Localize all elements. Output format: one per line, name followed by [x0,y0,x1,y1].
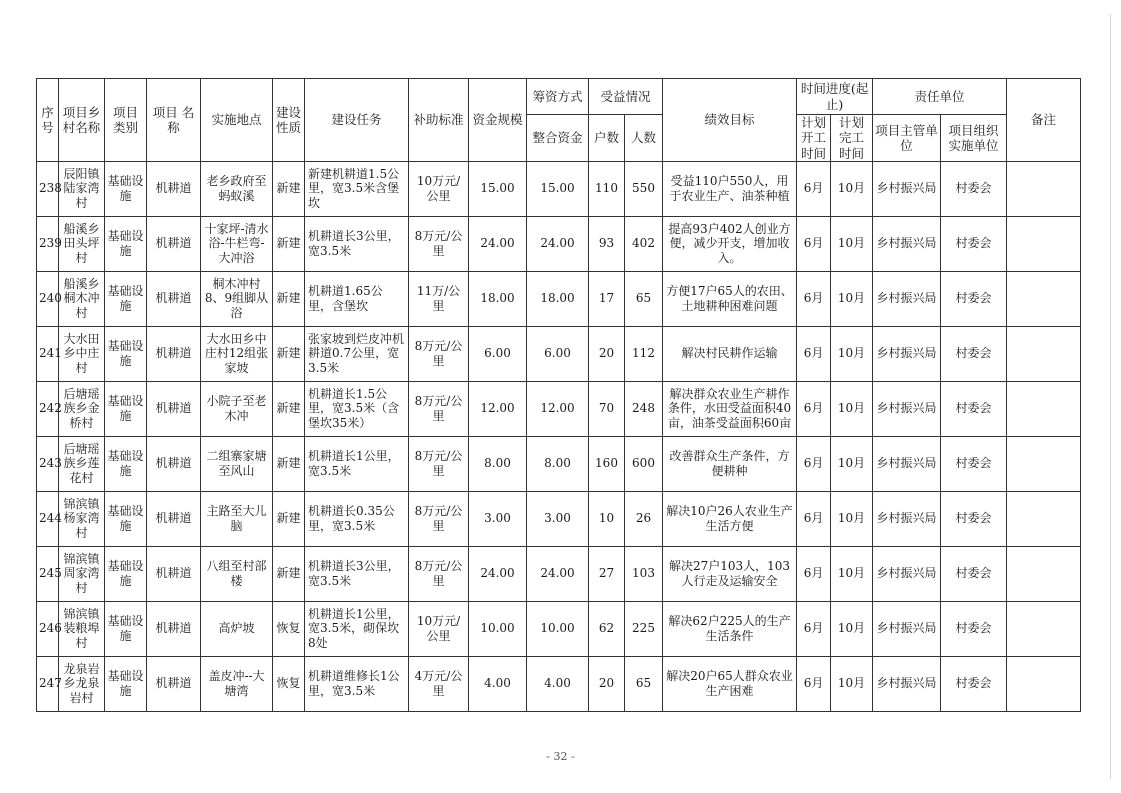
cell-name: 机耕道 [147,271,201,326]
cell-plan-end: 10月 [831,546,873,601]
cell-task: 机耕道长1公里，宽3.5米，砌保坎8处 [305,601,409,656]
cell-village: 辰阳镇陆家湾村 [59,161,105,216]
cell-impl-unit: 村委会 [941,491,1007,546]
cell-lead-unit: 乡村振兴局 [873,216,941,271]
table-row [37,436,1081,491]
table-row [37,601,1081,656]
cell-lead-unit: 乡村振兴局 [873,326,941,381]
cell-funding: 6.00 [527,326,589,381]
cell-impl-unit: 村委会 [941,546,1007,601]
cell-scale: 10.00 [469,601,527,656]
cell-lead-unit: 乡村振兴局 [873,381,941,436]
header-households: 户数 [589,115,625,162]
cell-location: 桐木冲村8、9组脚从浴 [201,271,273,326]
cell-remark [1007,491,1081,546]
cell-plan-start: 6月 [797,601,831,656]
cell-village: 锦滨镇杨家湾村 [59,491,105,546]
cell-funding: 24.00 [527,216,589,271]
header-people: 人数 [625,115,663,162]
cell-name: 机耕道 [147,546,201,601]
cell-subsidy: 10万元/公里 [409,601,469,656]
cell-category: 基础设施 [105,546,147,601]
cell-plan-end: 10月 [831,436,873,491]
cell-remark [1007,326,1081,381]
cell-impl-unit: 村委会 [941,271,1007,326]
cell-location: 盖皮冲--大塘湾 [201,656,273,711]
cell-scale: 15.00 [469,161,527,216]
cell-households: 20 [589,326,625,381]
cell-name: 机耕道 [147,216,201,271]
cell-name: 机耕道 [147,601,201,656]
cell-impl-unit: 村委会 [941,436,1007,491]
cell-seq: 246 [37,601,59,656]
cell-impl-unit: 村委会 [941,656,1007,711]
cell-category: 基础设施 [105,326,147,381]
cell-subsidy: 8万元/公里 [409,216,469,271]
cell-task: 机耕道维修长1公里，宽3.5米 [305,656,409,711]
cell-goal: 受益110户550人，用于农业生产、油茶种植 [663,161,797,216]
header-village: 项目乡村名称 [59,79,105,162]
cell-people: 550 [625,161,663,216]
cell-task: 机耕道长1公里，宽3.5米 [305,436,409,491]
cell-seq: 244 [37,491,59,546]
cell-scale: 4.00 [469,656,527,711]
cell-location: 小院子至老木冲 [201,381,273,436]
cell-subsidy: 8万元/公里 [409,491,469,546]
cell-subsidy: 11万/公里 [409,271,469,326]
cell-location: 老乡政府至蚂蚁溪 [201,161,273,216]
cell-funding: 12.00 [527,381,589,436]
cell-plan-end: 10月 [831,601,873,656]
cell-scale: 24.00 [469,216,527,271]
cell-remark [1007,271,1081,326]
cell-impl-unit: 村委会 [941,216,1007,271]
cell-task: 张家坡到烂皮冲机耕道0.7公里，宽3.5米 [305,326,409,381]
header-lead-unit: 项目主管单位 [873,115,941,162]
cell-remark [1007,161,1081,216]
cell-scale: 18.00 [469,271,527,326]
header-plan-start: 计划开工时间 [797,115,831,162]
table-row [37,326,1081,381]
cell-goal: 解决群众农业生产耕作条件，水田受益面积40亩，油茶受益面积60亩 [663,381,797,436]
cell-plan-start: 6月 [797,381,831,436]
header-subsidy: 补助标准 [409,79,469,162]
cell-seq: 247 [37,656,59,711]
cell-plan-end: 10月 [831,381,873,436]
header-schedule: 时间进度(起止) [797,79,873,115]
cell-lead-unit: 乡村振兴局 [873,656,941,711]
cell-plan-end: 10月 [831,216,873,271]
cell-plan-end: 10月 [831,271,873,326]
cell-nature: 新建 [273,326,305,381]
header-remarks: 备注 [1007,79,1081,162]
cell-goal: 解决20户65人群众农业生产困难 [663,656,797,711]
cell-plan-start: 6月 [797,326,831,381]
cell-goal: 解决村民耕作运输 [663,326,797,381]
cell-nature: 新建 [273,491,305,546]
cell-subsidy: 8万元/公里 [409,436,469,491]
cell-funding: 15.00 [527,161,589,216]
cell-goal: 解决27户103人，103人行走及运输安全 [663,546,797,601]
cell-goal: 解决10户26人农业生产生活方便 [663,491,797,546]
cell-remark [1007,656,1081,711]
cell-funding: 8.00 [527,436,589,491]
cell-lead-unit: 乡村振兴局 [873,436,941,491]
cell-subsidy: 8万元/公里 [409,381,469,436]
cell-people: 65 [625,656,663,711]
cell-location: 大水田乡中庄村12组张家坡 [201,326,273,381]
cell-category: 基础设施 [105,491,147,546]
cell-people: 112 [625,326,663,381]
cell-remark [1007,216,1081,271]
cell-name: 机耕道 [147,436,201,491]
cell-category: 基础设施 [105,436,147,491]
table-body [37,161,1081,711]
cell-location: 二组寨家塘至风山 [201,436,273,491]
cell-task: 新建机耕道1.5公里，宽3.5米含堡坎 [305,161,409,216]
cell-remark [1007,601,1081,656]
cell-location: 十家坪-清水浴-牛栏弯-大冲浴 [201,216,273,271]
cell-village: 大水田乡中庄村 [59,326,105,381]
cell-lead-unit: 乡村振兴局 [873,161,941,216]
cell-location: 主路至大儿脑 [201,491,273,546]
cell-nature: 新建 [273,216,305,271]
cell-people: 26 [625,491,663,546]
cell-category: 基础设施 [105,271,147,326]
header-task: 建设任务 [305,79,409,162]
cell-nature: 新建 [273,546,305,601]
cell-goal: 改善群众生产条件，方便耕种 [663,436,797,491]
cell-category: 基础设施 [105,601,147,656]
cell-impl-unit: 村委会 [941,326,1007,381]
cell-scale: 24.00 [469,546,527,601]
cell-seq: 243 [37,436,59,491]
cell-households: 93 [589,216,625,271]
cell-lead-unit: 乡村振兴局 [873,271,941,326]
cell-goal: 解决62户225人的生产生活条件 [663,601,797,656]
page-edge [1110,14,1111,779]
cell-location: 八组至村部楼 [201,546,273,601]
cell-people: 65 [625,271,663,326]
cell-scale: 8.00 [469,436,527,491]
cell-name: 机耕道 [147,381,201,436]
cell-people: 600 [625,436,663,491]
cell-lead-unit: 乡村振兴局 [873,491,941,546]
cell-plan-start: 6月 [797,161,831,216]
cell-nature: 新建 [273,436,305,491]
cell-village: 船溪乡桐木冲村 [59,271,105,326]
cell-funding: 18.00 [527,271,589,326]
cell-people: 248 [625,381,663,436]
cell-nature: 新建 [273,161,305,216]
cell-task: 机耕道长0.35公里，宽3.5米 [305,491,409,546]
cell-plan-start: 6月 [797,216,831,271]
header-name: 项目 名称 [147,79,201,162]
cell-village: 锦滨镇装粮埠村 [59,601,105,656]
cell-name: 机耕道 [147,656,201,711]
cell-funding: 10.00 [527,601,589,656]
cell-goal: 提高93户402人创业方便，减少开支，增加收入。 [663,216,797,271]
cell-remark [1007,381,1081,436]
table-row [37,491,1081,546]
cell-plan-start: 6月 [797,491,831,546]
project-table [36,78,1081,712]
cell-funding: 24.00 [527,546,589,601]
table-row [37,656,1081,711]
header-scale: 资金规模 [469,79,527,162]
cell-remark [1007,436,1081,491]
cell-village: 后塘瑶族乡莲花村 [59,436,105,491]
cell-scale: 3.00 [469,491,527,546]
cell-seq: 245 [37,546,59,601]
table-row [37,381,1081,436]
cell-plan-start: 6月 [797,656,831,711]
header-goal: 绩效目标 [663,79,797,162]
cell-people: 225 [625,601,663,656]
cell-plan-start: 6月 [797,546,831,601]
page-number: - 32 - [546,750,575,763]
cell-funding: 4.00 [527,656,589,711]
cell-people: 402 [625,216,663,271]
cell-households: 110 [589,161,625,216]
header-funding: 筹资方式 [527,79,589,115]
cell-subsidy: 4万元/公里 [409,656,469,711]
table-row [37,271,1081,326]
cell-seq: 240 [37,271,59,326]
cell-impl-unit: 村委会 [941,381,1007,436]
cell-subsidy: 8万元/公里 [409,546,469,601]
header-nature: 建设性质 [273,79,305,162]
cell-subsidy: 10万元/公里 [409,161,469,216]
cell-seq: 239 [37,216,59,271]
cell-plan-end: 10月 [831,491,873,546]
header-location: 实施地点 [201,79,273,162]
cell-scale: 12.00 [469,381,527,436]
cell-goal: 方便17户65人的农田、土地耕种困难问题 [663,271,797,326]
cell-households: 10 [589,491,625,546]
cell-task: 机耕道1.65公里，含堡坎 [305,271,409,326]
header-responsible: 责任单位 [873,79,1007,115]
cell-village: 船溪乡田头坪村 [59,216,105,271]
cell-subsidy: 8万元/公里 [409,326,469,381]
cell-task: 机耕道长3公里，宽3.5米 [305,546,409,601]
cell-nature: 恢复 [273,656,305,711]
cell-category: 基础设施 [105,381,147,436]
cell-nature: 新建 [273,271,305,326]
header-seq: 序号 [37,79,59,162]
cell-remark [1007,546,1081,601]
cell-village: 龙泉岩乡龙泉岩村 [59,656,105,711]
cell-task: 机耕道长1.5公里，宽3.5米（含堡坎35米） [305,381,409,436]
cell-village: 锦滨镇周家湾村 [59,546,105,601]
cell-category: 基础设施 [105,216,147,271]
cell-households: 27 [589,546,625,601]
cell-nature: 恢复 [273,601,305,656]
cell-plan-end: 10月 [831,326,873,381]
cell-people: 103 [625,546,663,601]
cell-name: 机耕道 [147,161,201,216]
header-category: 项目类别 [105,79,147,162]
cell-households: 20 [589,656,625,711]
cell-plan-start: 6月 [797,436,831,491]
header-impl-unit: 项目组织实施单位 [941,115,1007,162]
cell-name: 机耕道 [147,491,201,546]
cell-village: 后塘瑶族乡金桥村 [59,381,105,436]
table-row [37,216,1081,271]
cell-category: 基础设施 [105,656,147,711]
cell-households: 70 [589,381,625,436]
header-beneficiary: 受益情况 [589,79,663,115]
cell-scale: 6.00 [469,326,527,381]
cell-lead-unit: 乡村振兴局 [873,546,941,601]
cell-seq: 238 [37,161,59,216]
cell-impl-unit: 村委会 [941,601,1007,656]
cell-impl-unit: 村委会 [941,161,1007,216]
header-plan-end: 计划完工时间 [831,115,873,162]
cell-households: 62 [589,601,625,656]
header-funding-integrated: 整合资金 [527,115,589,162]
cell-name: 机耕道 [147,326,201,381]
cell-lead-unit: 乡村振兴局 [873,601,941,656]
cell-seq: 242 [37,381,59,436]
cell-households: 160 [589,436,625,491]
cell-task: 机耕道长3公里，宽3.5米 [305,216,409,271]
cell-plan-start: 6月 [797,271,831,326]
cell-category: 基础设施 [105,161,147,216]
cell-location: 高炉坡 [201,601,273,656]
cell-seq: 241 [37,326,59,381]
cell-households: 17 [589,271,625,326]
table-row [37,546,1081,601]
cell-nature: 新建 [273,381,305,436]
cell-plan-end: 10月 [831,161,873,216]
cell-plan-end: 10月 [831,656,873,711]
cell-funding: 3.00 [527,491,589,546]
table-row [37,161,1081,216]
